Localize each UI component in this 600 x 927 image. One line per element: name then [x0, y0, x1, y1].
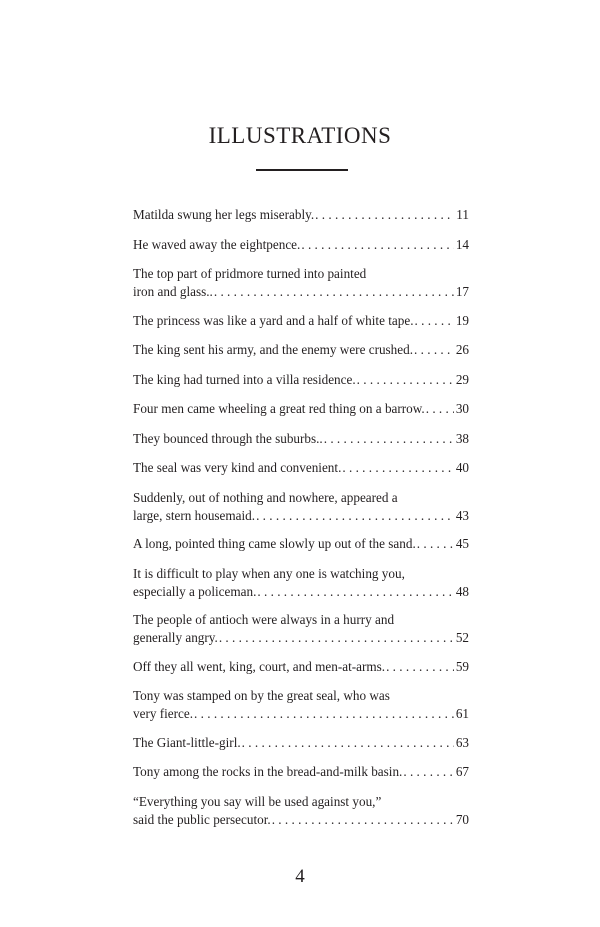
dot-leader	[357, 371, 454, 389]
dot-leader	[272, 811, 454, 829]
toc-entry-row	[133, 507, 469, 525]
dot-leader	[342, 459, 453, 477]
toc-entry	[133, 734, 469, 752]
toc-entry	[133, 611, 469, 647]
toc-entry-text: It is difficult to play when any one is watching you,	[133, 565, 405, 581]
toc-entry-row	[133, 763, 469, 781]
dot-leader	[242, 734, 454, 752]
toc-entry	[133, 459, 469, 477]
toc-entry-row	[133, 400, 469, 418]
toc-entry-row	[133, 459, 469, 477]
toc-entry-text: very fierce.	[133, 706, 194, 721]
toc-entry-page: 61	[455, 706, 469, 721]
toc-entry	[133, 565, 469, 601]
dot-leader	[324, 430, 454, 448]
dot-leader	[403, 763, 453, 781]
toc-entry-text: said the public persecutor.	[133, 811, 271, 827]
toc-entry-page: 45	[455, 536, 469, 551]
dot-leader	[414, 341, 454, 359]
dot-leader	[415, 312, 454, 330]
toc-entry	[133, 687, 469, 723]
dot-leader	[219, 629, 454, 647]
page-number: 4	[295, 866, 305, 887]
toc-entry	[133, 793, 469, 829]
toc-entry-row	[133, 658, 469, 676]
dot-leader	[315, 206, 454, 224]
toc-entry-text: The king sent his army, and the enemy were crushed.	[133, 342, 414, 357]
toc-entry-row	[133, 629, 469, 647]
toc-entry-row	[133, 312, 469, 330]
toc-entry-text: large, stern housemaid.	[133, 507, 256, 523]
toc-entry	[133, 371, 469, 389]
toc-entry-text: Off they all went, king, court, and men-at-arms.	[133, 658, 386, 674]
toc-entry	[133, 535, 469, 553]
toc-entry-page: 67	[455, 764, 469, 779]
toc-entry-page: 11	[456, 207, 469, 222]
toc-entry-page: 40	[455, 460, 469, 475]
dot-leader	[214, 283, 454, 301]
toc-entry-page: 43	[455, 507, 469, 523]
title-rule	[256, 169, 348, 171]
toc-entry-page: 14	[455, 236, 469, 252]
dot-leader	[301, 236, 453, 254]
toc-entry-text: The princess was like a yard and a half of white tape.	[133, 312, 414, 328]
toc-entry-page: 52	[455, 630, 469, 645]
toc-entry-page: 70	[455, 811, 469, 827]
toc-entry-row	[133, 811, 469, 829]
toc-entry-row	[133, 283, 469, 301]
toc-entry-text: They bounced through the suburbs..	[133, 430, 323, 446]
toc-entry-page: 30	[455, 401, 469, 416]
toc-entry-page: 26	[455, 342, 469, 357]
toc-entry-text: A long, pointed thing came slowly up out of the sand.	[133, 536, 416, 551]
toc-entry	[133, 430, 469, 448]
toc-entry-row	[133, 206, 469, 224]
toc-entry-text: He waved away the eightpence.	[133, 236, 301, 252]
toc-entry-row	[133, 236, 469, 254]
toc-entry-page: 48	[455, 583, 469, 599]
toc-entry-text: Tony was stamped on by the great seal, who was	[133, 688, 390, 703]
page-title: ILLUSTRATIONS	[208, 123, 392, 148]
toc-entry-page: 19	[455, 312, 469, 328]
dot-leader	[426, 400, 454, 418]
toc-entry-text: “Everything you say will be used against you,”	[133, 793, 382, 809]
toc-entry	[133, 236, 469, 254]
toc-entry-text: Four men came wheeling a great red thing on a barrow.	[133, 401, 425, 416]
toc-entry-text: The seal was very kind and convenient.	[133, 460, 342, 475]
toc-entry-text: The people of antioch were always in a hurry and	[133, 612, 395, 627]
dot-leader	[194, 705, 454, 723]
toc-entry-row	[133, 430, 469, 448]
toc-entry-text: iron and glass..	[133, 284, 213, 299]
toc-entry-page: 17	[455, 284, 469, 299]
dot-leader	[257, 583, 453, 601]
toc-entry-text: The top part of pridmore turned into painted	[133, 266, 367, 281]
toc-entry-page: 59	[455, 658, 469, 674]
dot-leader	[386, 658, 454, 676]
toc-entry-text: The king had turned into a villa residence.	[133, 371, 356, 387]
toc-entry	[133, 265, 469, 301]
toc-entry	[133, 658, 469, 676]
toc-entry-page: 38	[455, 430, 469, 446]
toc-entry-row	[133, 341, 469, 359]
toc-entry-page: 29	[455, 371, 469, 387]
toc-entry-row	[133, 583, 469, 601]
dot-leader	[256, 507, 454, 525]
toc-entry-text: Suddenly, out of nothing and nowhere, appeared a	[133, 489, 398, 505]
toc-entry-row	[133, 705, 469, 723]
toc-entry-text: Matilda swung her legs miserably.	[133, 207, 315, 222]
toc-entry	[133, 489, 469, 525]
toc-entry	[133, 763, 469, 781]
toc-entry-row	[133, 734, 469, 752]
toc-entry-page: 63	[455, 734, 469, 750]
toc-entry	[133, 400, 469, 418]
illustrations-list	[133, 206, 469, 839]
toc-entry-text: especially a policeman.	[133, 583, 257, 599]
toc-entry-text: Tony among the rocks in the bread-and-milk basin.	[133, 764, 403, 779]
toc-entry-row	[133, 371, 469, 389]
dot-leader	[417, 535, 454, 553]
toc-entry	[133, 206, 469, 224]
toc-entry	[133, 341, 469, 359]
toc-entry	[133, 312, 469, 330]
toc-entry-text: generally angry.	[133, 630, 218, 645]
toc-entry-row	[133, 535, 469, 553]
toc-entry-text: The Giant-little-girl.	[133, 734, 241, 750]
